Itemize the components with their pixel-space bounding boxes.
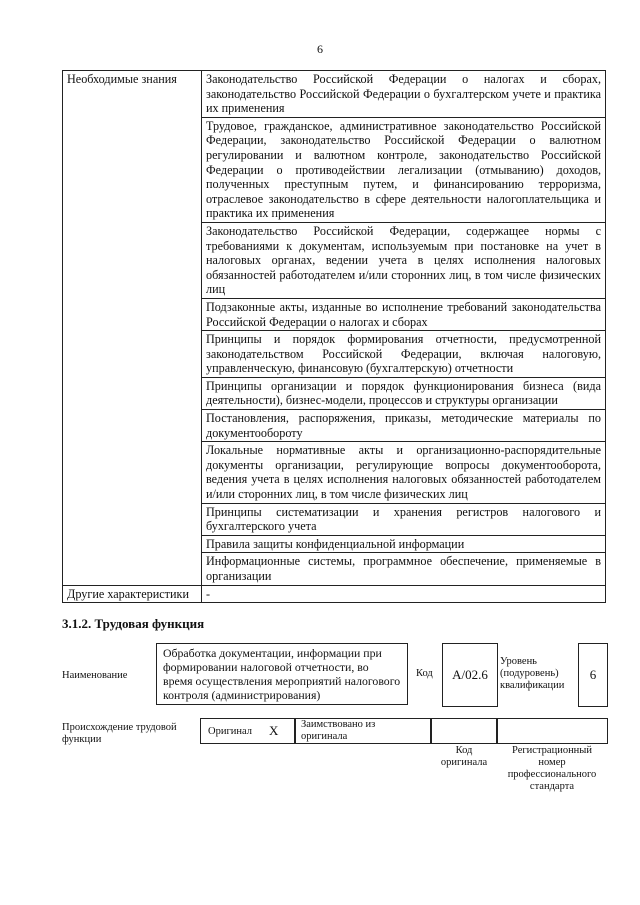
registration-number-cell bbox=[496, 718, 608, 744]
row-label-other-characteristics: Другие характеристики bbox=[63, 585, 202, 603]
knowledge-item: Трудовое, гражданское, административное законодательство Российской Федерации, законодательство Российской Федерации о валютном регулировании и валютном контроле, законодательство Российской Федерации о противодействии легализации (отмыванию) доходов, полученных преступным путем, и финансированию терроризма, отраслевое законодательство в сфере деятельности налогоплательщика и практика их применения bbox=[202, 117, 606, 222]
knowledge-table bbox=[62, 70, 606, 603]
other-characteristics-value: - bbox=[202, 585, 606, 603]
knowledge-item: Принципы и порядок формирования отчетности, предусмотренной законодательством Российской Федерации, включая налоговую, управленческую, финансовую (бухгалтерскую) отчетности bbox=[202, 331, 606, 378]
name-label: Наименование bbox=[62, 670, 128, 681]
borrowed-cell bbox=[294, 718, 432, 744]
function-code-value: A/02.6 bbox=[442, 643, 498, 707]
table-row bbox=[63, 71, 606, 118]
knowledge-item: Постановления, распоряжения, приказы, методические материалы по документообороту bbox=[202, 410, 606, 442]
qualification-level-value: 6 bbox=[578, 643, 608, 707]
qualification-level-label: Уровень (подуровень) квалификации bbox=[500, 656, 565, 691]
original-cell bbox=[200, 718, 296, 744]
origin-code-cell bbox=[430, 718, 498, 744]
original-label: Оригинал bbox=[208, 726, 252, 737]
origin-label: Происхождение трудовой функции bbox=[62, 722, 177, 745]
original-mark: X bbox=[269, 723, 279, 738]
origin-code-caption: Код оригинала bbox=[440, 745, 488, 768]
borrowed-label: Заимствовано из оригинала bbox=[301, 719, 376, 742]
table-row bbox=[63, 585, 606, 603]
knowledge-item: Подзаконные акты, изданные во исполнение требований законодательства Российской Федерации о налогах и сборах bbox=[202, 298, 606, 330]
knowledge-item: Правила защиты конфиденциальной информации bbox=[202, 535, 606, 553]
knowledge-item: Принципы организации и порядок функционирования бизнеса (вида деятельности), бизнес-модели, процессов и структуры организации bbox=[202, 377, 606, 409]
page-number: 6 bbox=[317, 42, 323, 56]
section-title: 3.1.2. Трудовая функция bbox=[62, 616, 205, 631]
code-label: Код bbox=[416, 668, 433, 679]
knowledge-item: Информационные системы, программное обеспечение, применяемые в организации bbox=[202, 553, 606, 585]
knowledge-item: Законодательство Российской Федерации о налогах и сборах, законодательство Российской Федерации о бухгалтерском учете и практика их применения bbox=[202, 71, 606, 118]
function-name-value: Обработка документации, информации при формировании налоговой отчетности, во время осуществления мероприятий налогового контроля (администрирования) bbox=[156, 643, 408, 705]
row-label-required-knowledge: Необходимые знания bbox=[63, 71, 202, 586]
knowledge-item: Локальные нормативные акты и организационно-распорядительные документы организации, регулирующие вопросы документооборота, ведения учета в целях исполнения налоговых обязанностей работодателем и/или сторонних лиц, в том числе физических лиц bbox=[202, 442, 606, 503]
knowledge-item: Законодательство Российской Федерации, содержащее нормы с требованиями к документам, используемым при постановке на учет в налоговых органах, ведении учета в целях исполнения налоговых обязанностей работодателем и/или сторонних лиц, в том числе физических лиц bbox=[202, 222, 606, 298]
registration-number-caption: Регистрационный номер профессионального стандарта bbox=[507, 745, 597, 792]
knowledge-item: Принципы систематизации и хранения регистров налогового и бухгалтерского учета bbox=[202, 503, 606, 535]
